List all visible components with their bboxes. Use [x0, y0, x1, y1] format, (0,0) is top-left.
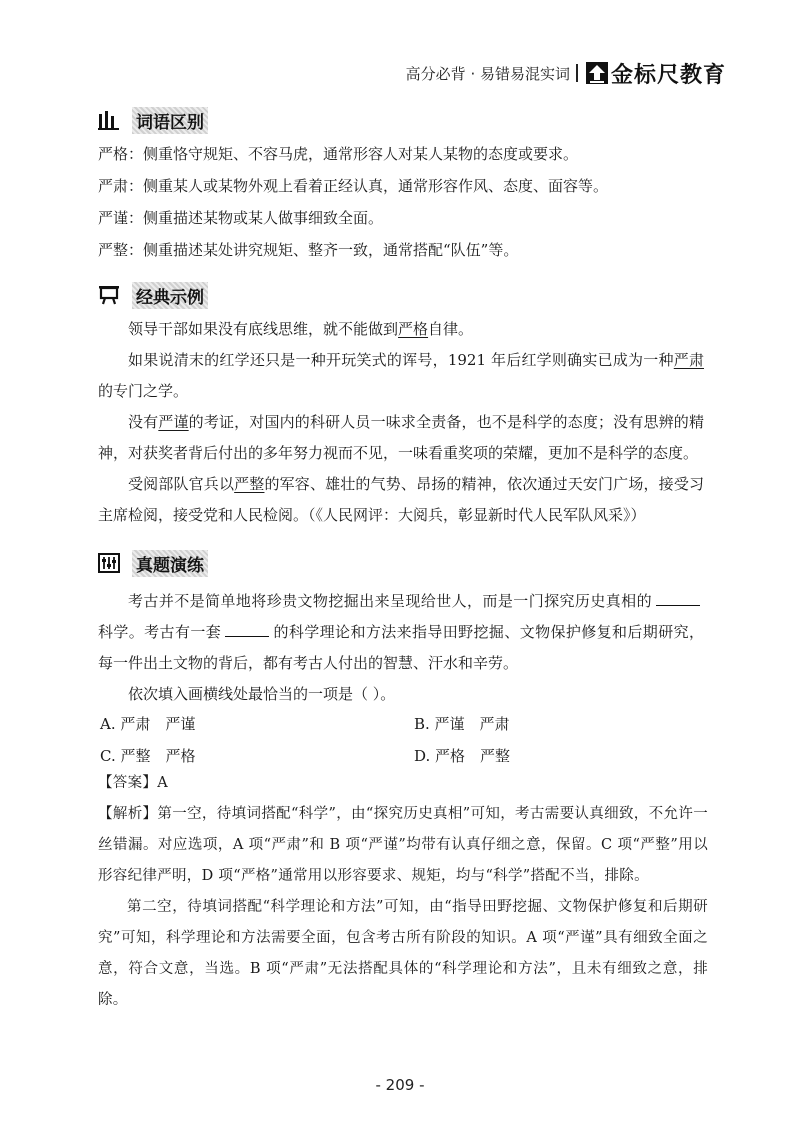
section-title: 真题演练	[132, 550, 208, 577]
logo-icon	[586, 62, 608, 84]
example-4: 受阅部队官兵以严整的军容、雄壮的气势、昂扬的精神，依次通过天安门广场，接受习主席检阅，接受党和人民检阅。（《人民网评：大阅兵，彰显新时代人民军队风采》）	[98, 475, 704, 524]
bar-chart-icon	[98, 110, 120, 130]
section-title: 词语区别	[132, 107, 208, 134]
highlight-word: 严整	[234, 475, 265, 493]
brand-name: 金标尺教育	[610, 62, 726, 88]
question-stem: 考古并不是简单地将珍贵文物挖掘出来呈现给世人，而是一门探究历史真相的科学。考古有一套 的科学理论和方法来指导田野挖掘、文物保护修复和后期研究，每一件出土文物的背后，都有考古人付出的智慧、汗水和辛劳。 依次填入画横线处最恰当的一项是（ ）。	[98, 586, 704, 710]
brand	[586, 58, 726, 89]
highlight-word: 严谨	[158, 413, 189, 431]
definition-yansu: 严肃：侧重某人或某物外观上看着正经认真，通常形容作风、态度、面容等。	[98, 177, 609, 195]
option-a: A. 严肃 严谨	[100, 715, 196, 733]
presentation-board-icon	[98, 285, 120, 305]
option-b: B. 严谨 严肃	[414, 715, 510, 733]
example-1: 领导干部如果没有底线思维，就不能做到严格自律。	[128, 320, 474, 338]
answer-block	[98, 768, 708, 1016]
definition-yanzheng: 严整：侧重描述某处讲究规矩、整齐一致，通常搭配“队伍”等。	[98, 241, 519, 259]
page-number: - 209 -	[375, 1076, 425, 1094]
examples-block	[98, 314, 704, 531]
highlight-word: 严肃	[673, 351, 704, 369]
definition-yanjin: 严谨：侧重描述某物或某人做事细致全面。	[98, 209, 384, 227]
analysis-para-2: 第二空，待填词搭配“科学理论和方法”可知，由“指导田野挖掘、文物保护修复和后期研究”可知，科学理论和方法需要全面，包含考古所有阶段的知识。A 项“严谨”具有细致全面之意，符合文意，当选。B 项“严肃”无法搭配具体的“科学理论和方法”，且未有细致之意，排除。	[98, 899, 708, 1008]
option-d: D. 严格 严整	[414, 747, 511, 765]
sliders-icon	[98, 553, 120, 573]
section-title: 经典示例	[132, 282, 208, 309]
header-text: 高分必背 · 易错易混实词	[405, 64, 570, 83]
example-3: 没有严谨的考证，对国内的科研人员一味求全责备，也不是科学的态度；没有思辨的精神，对获奖者背后付出的多年努力视而不见，一味看重奖项的荣耀，更加不是科学的态度。	[98, 413, 704, 462]
option-c: C. 严整 严格	[100, 747, 196, 765]
answer-label: 【答案】A	[98, 775, 168, 791]
highlight-word: 严格	[398, 320, 429, 338]
fill-blank	[656, 591, 700, 606]
question-prompt: 依次填入画横线处最恰当的一项是（ ）。	[128, 685, 396, 703]
analysis-label: 【解析】	[98, 806, 158, 822]
page-header	[406, 58, 726, 88]
analysis-para-1: 【解析】第一空，待填词搭配“科学”，由“探究历史真相”可知，考古需要认真细致，不允许一丝错漏。对应选项，A 项“严肃”和 B 项“严谨”均带有认真仔细之意，保留。C 项“严整”用以形容纪律严明，D 项“严格”通常用以形容要求、规矩，均与“科学”搭配不当，排除。	[98, 806, 708, 884]
definition-yange: 严格：侧重恪守规矩、不容马虎，通常形容人对某人某物的态度或要求。	[98, 145, 579, 163]
fill-blank	[225, 622, 269, 637]
example-2: 如果说清末的红学还只是一种开玩笑式的诨号，1921 年后红学则确实已成为一种严肃的专门之学。	[98, 351, 704, 400]
section-practice	[98, 550, 208, 576]
section-classic-examples	[98, 282, 208, 308]
section-word-difference	[98, 107, 208, 133]
header-divider	[576, 64, 578, 82]
